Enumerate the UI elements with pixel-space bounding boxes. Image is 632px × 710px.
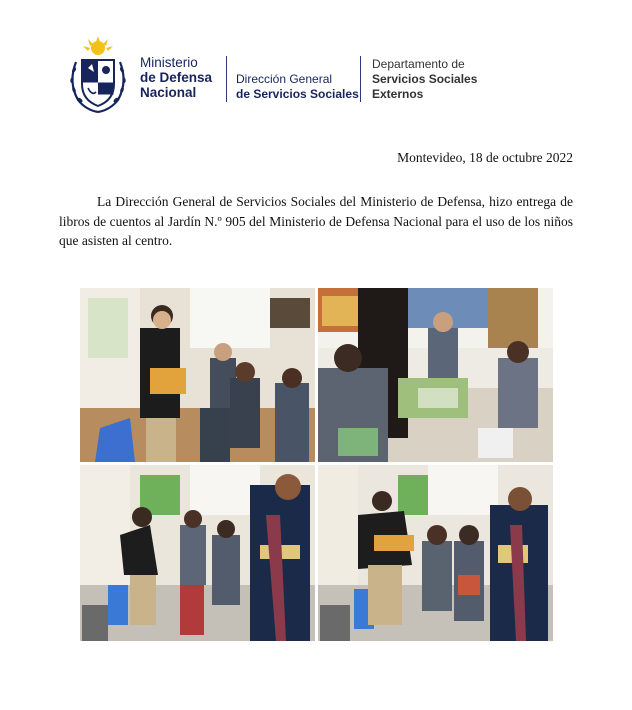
document-date: Montevideo, 18 de octubre 2022: [397, 150, 573, 165]
classroom-photo: [318, 288, 553, 462]
department-line-1: Departamento de: [372, 57, 465, 71]
letterhead: [66, 36, 486, 120]
body-paragraph: La Dirección General de Servicios Sociales del Ministerio de Defensa, hizo entrega de libros de cuentos al Jardín N.º 905 del Ministerio de Defensa Nacional para el uso de los niños que asisten al centro.: [59, 194, 573, 248]
department-line-3: Externos: [372, 87, 424, 101]
direction-line-2: de Servicios Sociales: [236, 87, 359, 101]
ministry-line-3: Nacional: [140, 85, 197, 100]
classroom-photo: [318, 465, 553, 641]
photo-grid: [80, 288, 553, 641]
department-name: [372, 57, 477, 102]
direction-name: [236, 72, 359, 102]
department-line-2: Servicios Sociales: [372, 72, 478, 86]
coat-of-arms-logo: [66, 36, 130, 116]
ministry-name: [140, 55, 212, 100]
header-divider: [360, 56, 361, 102]
header-divider: [226, 56, 227, 102]
classroom-photo: [80, 465, 315, 641]
direction-line-1: Dirección General: [236, 72, 333, 86]
classroom-photo: [80, 288, 315, 462]
ministry-line-2: de Defensa: [140, 70, 213, 85]
ministry-line-1: Ministerio: [140, 55, 198, 70]
